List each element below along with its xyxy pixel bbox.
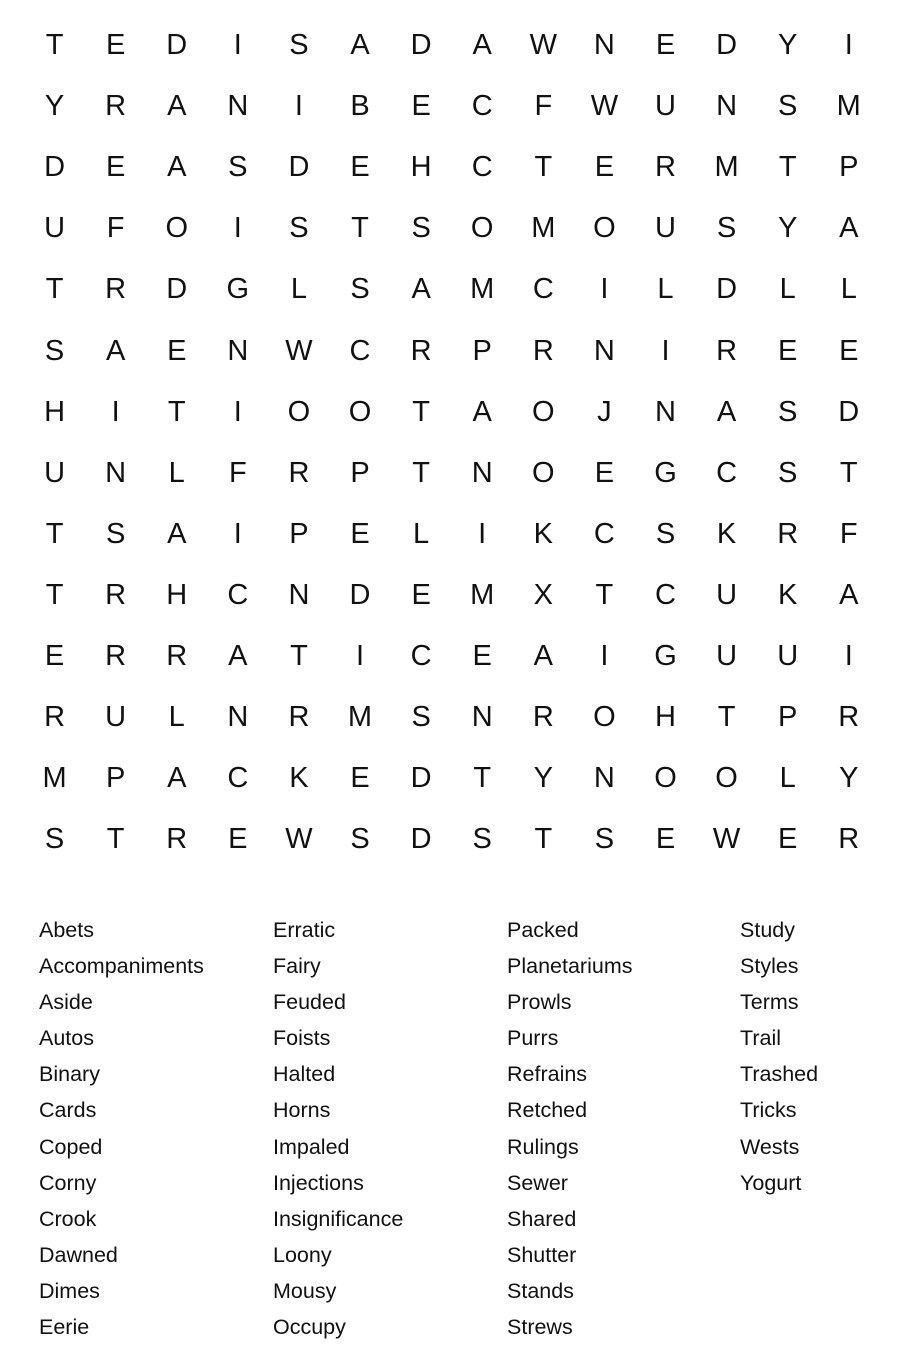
grid-letter[interactable]: I — [355, 639, 365, 672]
grid-letter[interactable]: T — [351, 212, 369, 245]
grid-letter[interactable]: G — [654, 639, 677, 672]
word-list-item: Sewer — [507, 1170, 568, 1195]
grid-letter[interactable]: E — [105, 29, 126, 62]
word-list-item: Study — [740, 918, 795, 942]
grid-letter[interactable]: E — [778, 823, 798, 856]
grid-letter[interactable]: P — [472, 334, 492, 367]
grid-letter[interactable]: A — [839, 578, 859, 611]
grid-letter[interactable]: E — [778, 334, 798, 367]
grid-letter[interactable]: B — [350, 90, 370, 123]
grid-letter[interactable]: M — [531, 212, 556, 245]
grid-letter[interactable]: T — [412, 456, 430, 489]
grid-letter[interactable]: R — [288, 456, 310, 489]
word-column-4 — [740, 912, 818, 1201]
grid-letter[interactable]: Y — [839, 762, 859, 795]
word-list-item: Terms — [740, 990, 799, 1015]
grid-letter[interactable]: A — [167, 517, 187, 550]
grid-letter[interactable]: L — [168, 701, 185, 734]
grid-letter[interactable]: R — [44, 701, 66, 734]
grid-letter[interactable]: L — [840, 273, 857, 306]
word-list-item: Insignificance — [273, 1206, 404, 1231]
grid-letter[interactable]: C — [227, 762, 249, 795]
grid-letter[interactable]: S — [778, 90, 798, 123]
grid-letter[interactable]: L — [779, 273, 796, 306]
grid-letter[interactable]: I — [233, 395, 242, 428]
grid-letter[interactable]: T — [45, 517, 64, 550]
word-list-item: Stands — [507, 1278, 574, 1303]
grid-letter[interactable]: N — [655, 395, 676, 428]
grid-letter[interactable]: S — [778, 395, 798, 428]
grid-letter[interactable]: K — [533, 517, 553, 550]
grid-letter[interactable]: I — [600, 639, 609, 672]
grid-letter[interactable]: U — [44, 456, 66, 489]
grid-letter[interactable]: U — [105, 701, 127, 734]
grid-letter[interactable]: N — [227, 334, 249, 367]
word-column-3 — [507, 912, 632, 1345]
grid-letter[interactable]: T — [167, 395, 186, 428]
grid-letter[interactable]: R — [166, 823, 188, 856]
grid-letter[interactable]: R — [166, 639, 188, 672]
word-list-item: Loony — [273, 1242, 332, 1267]
grid-letter[interactable]: T — [45, 578, 64, 611]
grid-letter[interactable]: E — [350, 517, 370, 550]
grid-letter[interactable]: T — [778, 151, 797, 184]
grid-letter[interactable]: M — [470, 578, 495, 611]
grid-letter[interactable]: D — [716, 273, 738, 306]
grid-letter[interactable]: O — [470, 212, 494, 245]
grid-letter[interactable]: F — [534, 90, 553, 123]
grid-letter[interactable]: E — [44, 639, 65, 672]
grid-letter[interactable]: D — [410, 823, 432, 856]
grid-letter[interactable]: E — [350, 151, 370, 184]
grid-letter[interactable]: E — [350, 762, 370, 795]
grid-letter[interactable]: Y — [778, 29, 798, 62]
grid-letter[interactable]: N — [288, 578, 310, 611]
grid-letter[interactable]: J — [597, 395, 612, 428]
word-list-item: Styles — [740, 954, 799, 979]
grid-letter[interactable]: N — [593, 29, 615, 62]
grid-letter[interactable]: R — [655, 151, 676, 184]
grid-letter[interactable]: R — [288, 701, 310, 734]
grid-letter[interactable]: R — [105, 90, 127, 123]
grid-letter[interactable]: A — [533, 639, 553, 672]
grid-letter[interactable]: S — [350, 273, 370, 306]
grid-letter[interactable]: W — [285, 334, 313, 367]
grid-letter[interactable]: S — [716, 212, 737, 245]
grid-letter[interactable]: T — [45, 29, 64, 62]
grid-letter[interactable]: T — [717, 701, 736, 734]
word-list-item: Yogurt — [740, 1170, 802, 1195]
grid-letter[interactable]: S — [44, 823, 65, 856]
grid-letter[interactable]: U — [777, 639, 799, 672]
grid-letter[interactable]: S — [289, 29, 309, 62]
word-list-item: Strews — [507, 1315, 573, 1340]
grid-letter[interactable]: G — [226, 273, 250, 306]
grid-letter[interactable]: N — [227, 90, 249, 123]
grid-letter[interactable]: S — [44, 334, 65, 367]
grid-letter[interactable]: O — [287, 395, 311, 428]
word-list-item: Accompaniments — [39, 954, 204, 979]
grid-letter[interactable]: A — [167, 151, 187, 184]
grid-letter[interactable]: O — [593, 701, 616, 734]
grid-letter[interactable]: T — [106, 823, 125, 856]
word-list-item: Abets — [39, 918, 94, 942]
grid-letter[interactable]: C — [471, 151, 493, 184]
grid-letter[interactable]: U — [716, 578, 738, 611]
grid-letter[interactable]: L — [290, 273, 307, 306]
word-list-item: Aside — [39, 990, 93, 1015]
grid-letter[interactable]: U — [655, 212, 676, 245]
grid-letter[interactable]: I — [233, 212, 242, 245]
grid-letter[interactable]: I — [233, 29, 242, 62]
grid-letter[interactable]: N — [716, 90, 738, 123]
word-list-item: Crook — [39, 1206, 97, 1231]
word-column-1 — [39, 912, 204, 1345]
grid-letter[interactable]: N — [593, 334, 615, 367]
grid-letter[interactable]: M — [42, 762, 67, 795]
word-list-item: Mousy — [273, 1278, 337, 1303]
grid-letter[interactable]: C — [716, 456, 738, 489]
word-list-item: Corny — [39, 1170, 97, 1195]
grid-letter[interactable]: R — [105, 639, 127, 672]
grid-letter[interactable]: W — [285, 823, 313, 856]
grid-letter[interactable]: A — [105, 334, 126, 367]
grid-letter[interactable]: A — [411, 273, 431, 306]
grid-letter[interactable]: W — [529, 29, 557, 62]
grid-letter[interactable]: S — [655, 517, 676, 550]
grid-letter[interactable]: F — [106, 212, 125, 245]
word-list-item: Fairy — [273, 954, 321, 979]
grid-letter[interactable]: G — [654, 456, 677, 489]
grid-letter[interactable]: D — [288, 151, 310, 184]
grid-letter[interactable]: D — [410, 762, 432, 795]
word-list — [39, 912, 879, 1342]
grid-letter[interactable]: I — [844, 639, 853, 672]
grid-letter[interactable]: E — [655, 823, 676, 856]
grid-letter[interactable]: E — [411, 90, 431, 123]
grid-letter[interactable]: K — [716, 517, 737, 550]
word-list-item: Horns — [273, 1098, 331, 1123]
word-list-item: Tricks — [740, 1098, 797, 1123]
grid-letter[interactable]: E — [839, 334, 859, 367]
grid-letter[interactable]: E — [472, 639, 492, 672]
grid-letter[interactable]: N — [227, 701, 249, 734]
grid-letter[interactable]: L — [657, 273, 674, 306]
grid-letter[interactable]: S — [228, 151, 248, 184]
grid-letter[interactable]: Y — [533, 762, 553, 795]
grid-letter[interactable]: X — [533, 578, 553, 611]
grid-letter[interactable]: O — [532, 456, 555, 489]
word-list-item: Dawned — [39, 1242, 118, 1267]
grid-letter[interactable]: T — [839, 456, 858, 489]
grid-letter[interactable]: O — [348, 395, 372, 428]
grid-letter[interactable]: C — [349, 334, 371, 367]
word-column-2 — [273, 912, 403, 1345]
grid-letter[interactable]: S — [105, 517, 126, 550]
grid-letter[interactable]: S — [289, 212, 309, 245]
grid-letter[interactable]: A — [167, 762, 187, 795]
grid-letter[interactable]: R — [105, 273, 127, 306]
grid-letter[interactable]: N — [105, 456, 127, 489]
grid-letter[interactable]: R — [716, 334, 738, 367]
word-list-item: Dimes — [39, 1278, 100, 1303]
grid-letter[interactable]: O — [532, 395, 555, 428]
grid-letter[interactable]: W — [590, 90, 619, 123]
word-list-item: Cards — [39, 1098, 97, 1123]
grid-letter[interactable]: S — [350, 823, 370, 856]
grid-letter[interactable]: O — [165, 212, 189, 245]
word-list-item: Shutter — [507, 1242, 577, 1267]
grid-letter[interactable]: D — [716, 29, 738, 62]
word-list-item: Erratic — [273, 918, 336, 942]
word-list-item: Packed — [507, 918, 579, 942]
grid-letter[interactable]: F — [839, 517, 858, 550]
grid-letter[interactable]: D — [166, 273, 188, 306]
grid-letter[interactable]: E — [228, 823, 248, 856]
grid-letter[interactable]: C — [655, 578, 676, 611]
grid-letter[interactable]: P — [289, 517, 309, 550]
grid-letter[interactable]: D — [44, 151, 66, 184]
grid-letter[interactable]: K — [289, 762, 309, 795]
grid-letter[interactable]: A — [716, 395, 737, 428]
grid-letter[interactable]: D — [838, 395, 860, 428]
grid-letter[interactable]: E — [411, 578, 431, 611]
grid-letter[interactable]: W — [712, 823, 741, 856]
word-list-item: Occupy — [273, 1315, 346, 1340]
word-list-item: Injections — [273, 1170, 364, 1195]
grid-letter[interactable]: A — [350, 29, 370, 62]
grid-letter[interactable]: M — [347, 701, 373, 734]
grid-letter[interactable]: U — [716, 639, 738, 672]
grid-letter[interactable]: T — [595, 578, 614, 611]
grid-letter[interactable]: R — [532, 334, 554, 367]
grid-letter[interactable]: H — [655, 701, 676, 734]
word-list-item: Halted — [273, 1062, 336, 1087]
grid-letter[interactable]: C — [593, 517, 615, 550]
grid-letter[interactable]: T — [290, 639, 308, 672]
grid-letter[interactable]: R — [838, 823, 860, 856]
grid-letter[interactable]: U — [44, 212, 66, 245]
word-list-item: Trail — [740, 1026, 782, 1051]
word-list-item: Shared — [507, 1206, 577, 1231]
grid-letter[interactable]: A — [472, 29, 492, 62]
word-list-item: Wests — [740, 1134, 800, 1159]
grid-letter[interactable]: I — [111, 395, 120, 428]
grid-letter[interactable]: U — [655, 90, 676, 123]
grid-letter[interactable]: H — [44, 395, 66, 428]
letter-grid — [24, 15, 880, 870]
grid-letter[interactable]: O — [715, 762, 738, 795]
grid-letter[interactable]: A — [839, 212, 859, 245]
word-list-item: Binary — [39, 1062, 100, 1087]
grid-letter[interactable]: T — [534, 823, 553, 856]
grid-letter[interactable]: K — [778, 578, 798, 611]
grid-letter[interactable]: P — [839, 151, 859, 184]
grid-letter[interactable]: A — [228, 639, 248, 672]
word-list-item: Rulings — [507, 1134, 579, 1159]
grid-letter[interactable]: R — [410, 334, 432, 367]
word-list-item: Coped — [39, 1134, 103, 1159]
grid-letter[interactable]: E — [594, 151, 615, 184]
grid-letter[interactable]: E — [655, 29, 676, 62]
grid-letter[interactable]: H — [410, 151, 432, 184]
grid-letter[interactable]: N — [593, 762, 615, 795]
grid-letter[interactable]: M — [470, 273, 495, 306]
word-list-item: Refrains — [507, 1062, 588, 1087]
grid-letter[interactable]: H — [166, 578, 188, 611]
grid-letter[interactable]: P — [105, 762, 126, 795]
grid-letter[interactable]: F — [228, 456, 247, 489]
grid-letter[interactable]: S — [411, 212, 431, 245]
grid-letter[interactable]: N — [471, 456, 493, 489]
grid-letter[interactable]: T — [473, 762, 492, 795]
grid-letter[interactable]: S — [594, 823, 615, 856]
word-list-item: Trashed — [740, 1062, 819, 1087]
grid-letter[interactable]: A — [167, 90, 187, 123]
grid-letter[interactable]: D — [349, 578, 371, 611]
word-list-item: Impaled — [273, 1134, 350, 1159]
grid-letter[interactable]: D — [166, 29, 188, 62]
grid-letter[interactable]: Y — [778, 212, 798, 245]
grid-letter[interactable]: O — [654, 762, 677, 795]
grid-letter[interactable]: C — [410, 639, 432, 672]
word-list-item: Foists — [273, 1026, 331, 1051]
grid-letter[interactable]: T — [45, 273, 64, 306]
word-list-item: Retched — [507, 1098, 588, 1123]
word-list-item: Eerie — [39, 1315, 90, 1340]
grid-letter[interactable]: C — [227, 578, 249, 611]
grid-letter[interactable]: P — [778, 701, 798, 734]
grid-letter[interactable]: S — [778, 456, 798, 489]
grid-letter[interactable]: S — [472, 823, 492, 856]
grid-letter[interactable]: Y — [44, 90, 65, 123]
grid-letter[interactable]: L — [413, 517, 430, 550]
grid-letter[interactable]: T — [534, 151, 553, 184]
grid-letter[interactable]: D — [410, 29, 432, 62]
grid-letter[interactable]: I — [661, 334, 670, 367]
grid-letter[interactable]: I — [844, 29, 853, 62]
grid-letter[interactable]: S — [411, 701, 431, 734]
grid-letter[interactable]: I — [233, 517, 242, 550]
grid-letter[interactable]: A — [472, 395, 492, 428]
grid-letter[interactable]: I — [478, 517, 487, 550]
grid-letter[interactable]: R — [532, 701, 554, 734]
grid-letter[interactable]: I — [600, 273, 609, 306]
grid-letter[interactable]: R — [838, 701, 860, 734]
grid-letter[interactable]: O — [593, 212, 616, 245]
grid-letter[interactable]: C — [532, 273, 554, 306]
word-list-item: Prowls — [507, 990, 572, 1015]
word-list-item: Purrs — [507, 1026, 559, 1051]
grid-letter[interactable]: N — [471, 701, 493, 734]
word-list-item: Planetariums — [507, 954, 633, 979]
grid-letter[interactable]: L — [168, 456, 185, 489]
grid-letter[interactable]: L — [779, 762, 796, 795]
grid-letter[interactable]: E — [167, 334, 187, 367]
grid-letter[interactable]: P — [350, 456, 370, 489]
grid-letter[interactable]: T — [412, 395, 430, 428]
grid-letter[interactable]: R — [777, 517, 799, 550]
grid-letter[interactable]: I — [294, 90, 303, 123]
grid-letter[interactable]: E — [105, 151, 126, 184]
word-list-item: Feuded — [273, 990, 346, 1015]
grid-letter[interactable]: C — [471, 90, 493, 123]
grid-letter[interactable]: M — [836, 90, 861, 123]
grid-letter[interactable]: E — [594, 456, 615, 489]
word-list-item: Autos — [39, 1026, 94, 1051]
grid-letter[interactable]: R — [105, 578, 127, 611]
grid-letter[interactable]: M — [714, 151, 739, 184]
